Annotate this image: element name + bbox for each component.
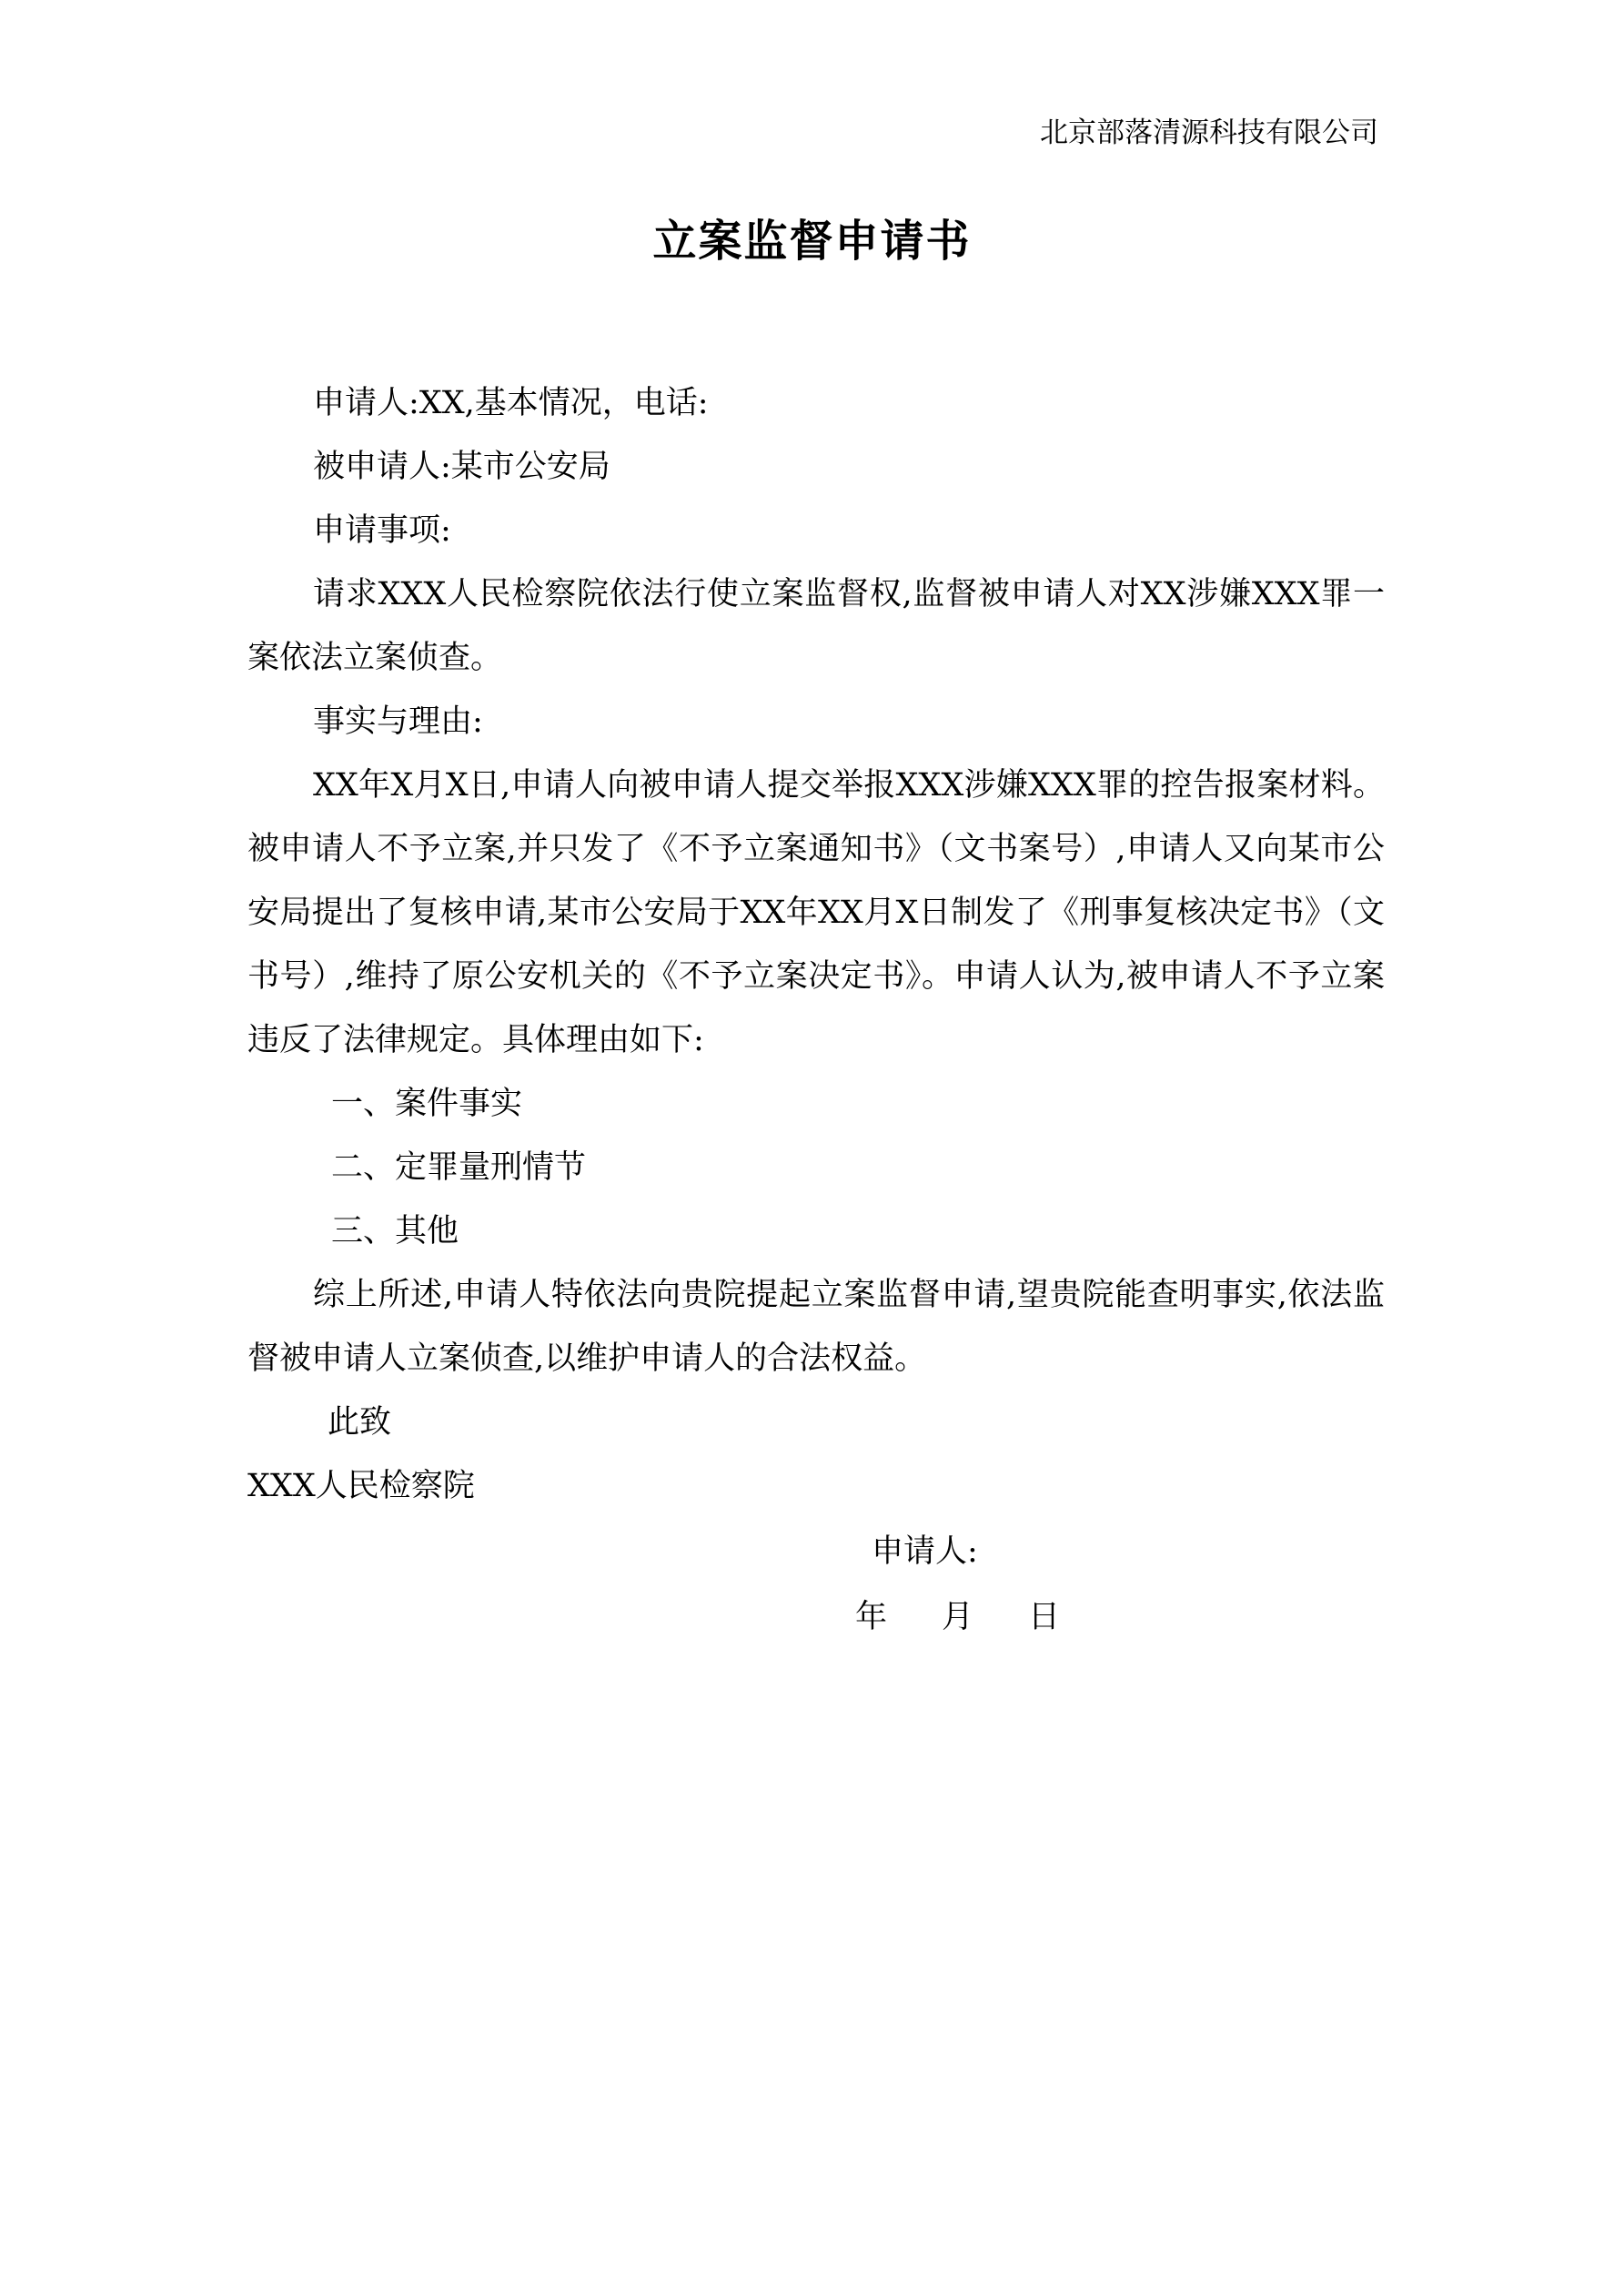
conclusion-text: 综上所述,申请人特依法向贵院提起立案监督申请,望贵院能查明事实,依法监督被申请人立案侦查,以维护申请人的合法权益。	[247, 1277, 1385, 1377]
date-day: 日	[1028, 1599, 1061, 1635]
request-heading: 申请事项:	[313, 512, 451, 549]
recipient: XXX人民检察院	[247, 1468, 475, 1504]
request-text: 请求XXX人民检察院依法行使立案监督权,监督被申请人对XX涉嫌XXX罪一案依法立案侦查。	[247, 576, 1385, 676]
date-month: 月	[942, 1599, 974, 1635]
reason-item-3: 三、其他	[331, 1213, 459, 1249]
company-name: 北京部落清源科技有限公司	[1040, 116, 1378, 149]
reason-item-1: 一、案件事实	[331, 1086, 523, 1122]
salutation: 此致	[328, 1404, 392, 1441]
document-title: 立案监督申请书	[652, 216, 972, 267]
facts-text: XX年X月X日,申请人向被申请人提交举报XXX涉嫌XXX罪的控告报案材料。被申请人不予立案,并只发了《不予立案通知书》（文书案号）,申请人又向某市公安局提出了复核申请,某市公安局于XX年XX月X日制发了《刑事复核决定书》（文书号）,维持了原公安机关的《不予立案决定书》。申请人认为,被申请人不予立案违反了法律规定。具体理由如下:	[247, 767, 1385, 1058]
signature-label: 申请人:	[872, 1533, 978, 1570]
date-year: 年	[855, 1599, 888, 1635]
facts-heading: 事实与理由:	[313, 703, 483, 740]
respondent-line: 被申请人:某市公安局	[313, 449, 610, 485]
document-body	[247, 371, 1385, 1518]
reason-item-2: 二、定罪量刑情节	[331, 1149, 587, 1186]
applicant-line: 申请人:XX,基本情况，电话:	[313, 385, 709, 421]
date-line	[855, 1585, 1060, 1649]
